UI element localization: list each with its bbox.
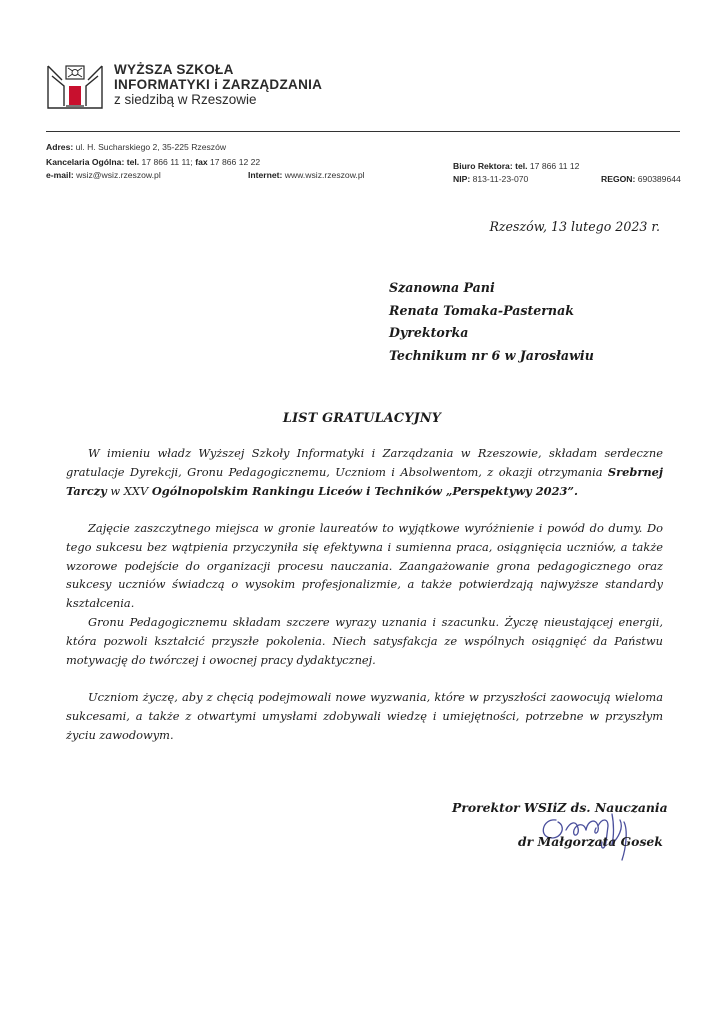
paragraph-4-text: Uczniom życzę, aby z chęcią podejmowali nowe wyzwania, które w przyszłości zaowocują wieloma sukcesami, a także z otwartymi umysłami zdobywali wiedzę i umiejętności, potrzebne w przyszłym życiu zawodowym. [66, 690, 663, 742]
organization-name [114, 62, 322, 108]
organization-name-line1: WYŻSZA SZKOŁA [114, 62, 234, 77]
paragraph-2 [66, 519, 663, 613]
office-tel-value: 17 866 11 11; [141, 157, 193, 167]
paragraph-1-text-2: w XXV [106, 483, 152, 498]
office-fax-value: 17 866 12 22 [210, 157, 261, 167]
address-label: Adres: [46, 142, 74, 152]
office-label: Kancelaria Ogólna: [46, 157, 125, 167]
recipient-position: Dyrektorka [389, 325, 469, 340]
organization-seat: z siedzibą w Rzeszowie [114, 92, 257, 107]
internet-value: www.wsiz.rzeszow.pl [284, 170, 365, 180]
nip-label: NIP: [453, 174, 471, 184]
internet-label: Internet: [248, 170, 283, 180]
paragraph-1 [66, 444, 663, 500]
organization-name-line2: INFORMATYKI i ZARZĄDZANIA [114, 77, 323, 92]
letter-date: Rzeszów, 13 lutego 2023 r. [489, 219, 660, 234]
paragraph-3-text: Gronu Pedagogicznemu składam szczere wyrazy uznania i szacunku. Życzę nieustającej energii, która pozwoli kształcić przyszłe pokolenia. Niech satysfakcja ze wspólnych osiągnięć da Państwu motywację do twórczej i owocnej pracy dydaktycznej. [66, 615, 663, 667]
recipient-institution: Technikum nr 6 w Jarosławiu [389, 347, 594, 363]
contact-internet [248, 169, 365, 181]
signatory-name: dr Małgorzata Gosek [518, 834, 663, 849]
contact-nip [453, 173, 528, 185]
email-label: e-mail: [46, 170, 74, 180]
paragraph-1-award: Srebrnej Tarczy [66, 464, 663, 498]
contact-regon [601, 173, 681, 185]
contact-email [46, 169, 161, 181]
contact-address [46, 141, 226, 153]
paragraph-4 [66, 688, 663, 744]
rector-label: Biuro Rektora: [453, 161, 513, 171]
recipient-name: Renata Tomaka-Pasternak [389, 302, 574, 318]
office-fax-label: fax [195, 157, 208, 167]
address-value: ul. H. Sucharskiego 2, 35-225 Rzeszów [75, 142, 227, 152]
contact-rector [453, 160, 579, 172]
paragraph-1-ranking: Ogólnopolskim Rankingu Liceów i Techników „Perspektywy 2023”. [151, 483, 578, 498]
letter-title: LIST GRATULACYJNY [282, 411, 442, 426]
regon-value: 690389644 [637, 174, 681, 184]
contact-office [46, 156, 260, 168]
nip-value: 813-11-23-070 [472, 174, 529, 184]
email-value: wsiz@wsiz.rzeszow.pl [76, 170, 161, 180]
signatory-role: Prorektor WSIiZ ds. Nauczania [452, 800, 668, 815]
office-tel-label: tel. [126, 157, 140, 167]
regon-label: REGON: [601, 174, 636, 184]
paragraph-3 [66, 613, 663, 669]
recipient-block [389, 277, 594, 367]
rector-tel-label: tel. [515, 161, 528, 171]
rector-tel-value: 17 866 11 12 [529, 161, 580, 171]
header-divider [46, 131, 680, 132]
recipient-salutation: Szanowna Pani [389, 280, 495, 295]
university-logo [46, 62, 104, 114]
paragraph-1-text: W imieniu władz Wyższej Szkoły Informatyki i Zarządzania w Rzeszowie, składam serdeczne gratulacje Dyrekcji, Gronu Pedagogicznemu, Uczniom i Absolwentom, z okazji otrzymania [66, 446, 663, 479]
paragraph-2-text: Zajęcie zaszczytnego miejsca w gronie laureatów to wyjątkowe wyróżnienie i powód do dumy. Do tego sukcesu bez wątpienia przyczyniła się efektywna i sumienna praca, osiągnięcia uczniów, a także wzorowe podejście do organizacji procesu nauczania. Zaangażowanie grona pedagogicznego oraz sukcesy uczniów świadczą o wysokim profesjonalizmie, a także potwierdzają najwyższe standardy kształcenia. [66, 521, 663, 611]
